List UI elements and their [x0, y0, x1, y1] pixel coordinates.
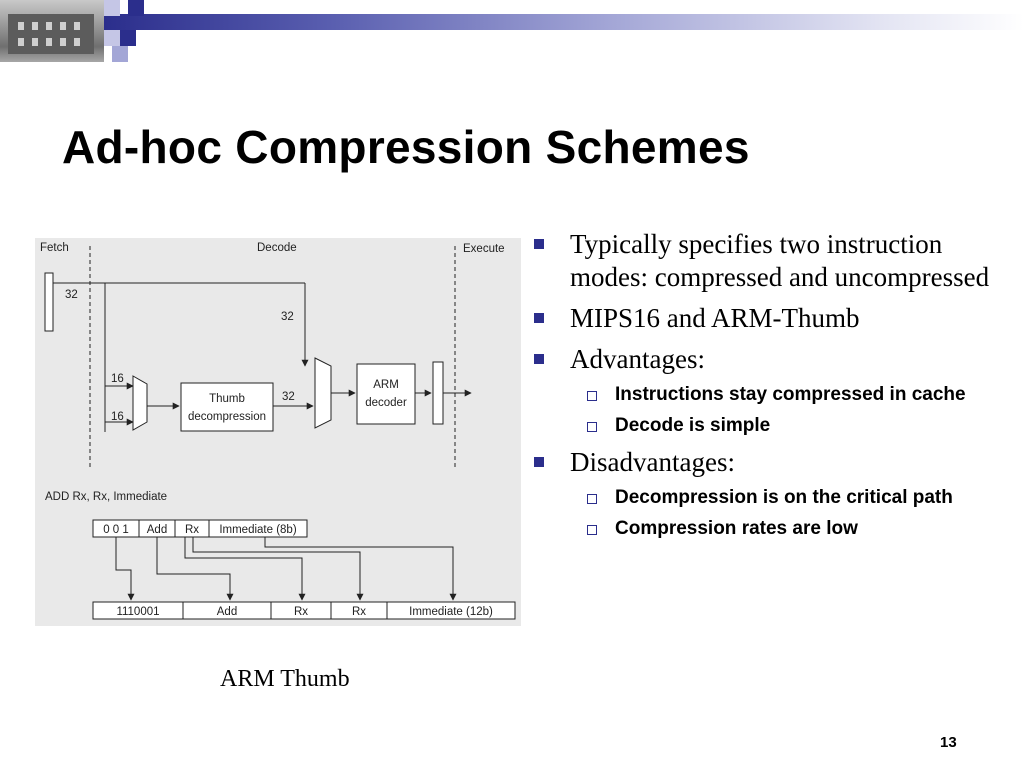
arm-thumb-diagram — [35, 238, 521, 626]
arm-box-label: decoder — [365, 397, 407, 409]
header-square — [112, 46, 128, 62]
sub-bullet-item — [570, 413, 1002, 438]
building-window — [74, 22, 80, 30]
hollow-square-bullet-icon — [587, 391, 597, 401]
sub-bullet-list — [570, 485, 1002, 541]
arm-box-label: ARM — [373, 379, 399, 391]
hollow-square-bullet-icon — [587, 422, 597, 432]
header-square — [120, 30, 136, 46]
arm-decoder-box — [357, 364, 415, 424]
thumb-field-label: Add — [146, 524, 168, 536]
building-window — [60, 22, 66, 30]
field-mapping-arrow — [116, 537, 131, 600]
building-window — [46, 38, 52, 46]
arm-field-label: Rx — [293, 606, 309, 618]
header-photo — [0, 0, 104, 62]
square-bullet-icon — [534, 354, 544, 364]
header-square — [104, 30, 120, 46]
sub-bullet-item — [570, 485, 1002, 510]
stage-label-fetch: Fetch — [40, 242, 69, 254]
building-window — [32, 38, 38, 46]
bullet-list — [532, 228, 1002, 549]
figure-caption: ARM Thumb — [220, 666, 350, 692]
square-bullet-icon — [534, 457, 544, 467]
building-window — [32, 22, 38, 30]
stage-label-execute: Execute — [463, 243, 505, 255]
stage-label-decode: Decode — [257, 242, 297, 254]
arm-field-label: Immediate (12b) — [409, 606, 493, 618]
thumb-decompression-box — [181, 383, 273, 431]
execute-register — [433, 362, 443, 424]
bullet-text: Typically specifies two instruction modes: compressed and uncompressed — [570, 229, 990, 292]
thumb-field-label: Immediate (8b) — [219, 524, 297, 536]
bus-width-label: 32 — [282, 391, 295, 403]
fetch-register — [45, 273, 53, 331]
pipeline-diagram-svg — [35, 238, 521, 626]
thumb-box-label: Thumb — [209, 393, 245, 405]
building-window — [74, 38, 80, 46]
sub-bullet-text: Decompression is on the critical path — [615, 487, 953, 508]
square-bullet-icon — [534, 313, 544, 323]
example-instruction-label: ADD Rx, Rx, Immediate — [45, 491, 168, 503]
field-mapping-arrow — [185, 537, 302, 600]
sub-bullet-text: Compression rates are low — [615, 518, 858, 539]
header-gradient-bar — [104, 14, 1024, 30]
hollow-square-bullet-icon — [587, 525, 597, 535]
decode-mux — [315, 358, 331, 428]
building-silhouette — [8, 14, 94, 54]
halfword-mux — [133, 376, 147, 430]
bus-width-label: 32 — [65, 289, 78, 301]
field-mapping-arrow — [265, 537, 453, 600]
thumb-field-label: 0 0 1 — [103, 524, 129, 536]
slide-title: Ad-hoc Compression Schemes — [62, 121, 750, 173]
bullet-text: Disadvantages: — [570, 447, 735, 477]
sub-bullet-item — [570, 382, 1002, 407]
bullet-item — [532, 302, 1002, 335]
building-window — [18, 22, 24, 30]
arm-field-label: Rx — [351, 606, 367, 618]
thumb-field-label: Rx — [184, 524, 200, 536]
bus-width-label: 16 — [111, 373, 124, 385]
bullet-item — [532, 228, 1002, 294]
bullet-item — [532, 343, 1002, 438]
building-window — [46, 22, 52, 30]
page-number: 13 — [940, 734, 957, 751]
arm-field-label: 1110001 — [116, 606, 160, 618]
field-mapping-arrow — [193, 537, 360, 600]
bus-width-label: 16 — [111, 411, 124, 423]
bus-width-label: 32 — [281, 311, 294, 323]
sub-bullet-text: Decode is simple — [615, 415, 771, 436]
sub-bullet-list — [570, 382, 1002, 438]
bullet-item — [532, 446, 1002, 541]
bullet-text: MIPS16 and ARM-Thumb — [570, 303, 860, 333]
square-bullet-icon — [534, 239, 544, 249]
building-window — [60, 38, 66, 46]
arm-field-label: Add — [216, 606, 238, 618]
sub-bullet-text: Instructions stay compressed in cache — [615, 384, 966, 405]
header-square — [128, 0, 144, 16]
thumb-box-label: decompression — [188, 411, 266, 423]
building-window — [18, 38, 24, 46]
bullet-text: Advantages: — [570, 344, 705, 374]
sub-bullet-item — [570, 516, 1002, 541]
hollow-square-bullet-icon — [587, 494, 597, 504]
header-square — [104, 0, 120, 16]
